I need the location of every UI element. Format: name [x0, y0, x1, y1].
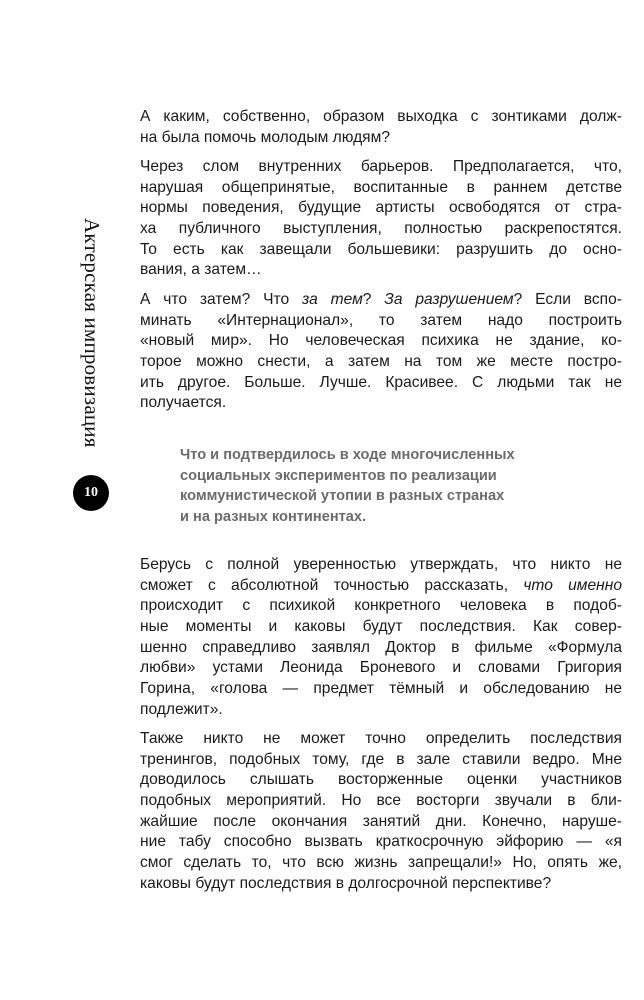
text-segment: нормы поведения, будущие артисты освободятся от стра-: [140, 199, 622, 217]
text-line: [140, 107, 622, 128]
text-segment: ? Если вспо-: [513, 291, 622, 308]
text-line: [140, 791, 622, 812]
text-segment: ить другое. Больше. Лучше. Красивее. С людьми так не: [140, 373, 622, 391]
text-segment: происходит с психикой конкретного человека в подоб-: [140, 597, 622, 615]
paragraph: [140, 555, 622, 721]
page-number-badge: 10: [73, 475, 109, 511]
text-segment: на была помочь молодым людям?: [140, 128, 391, 146]
text-segment: ха публичного выступления, полностью раскрепостятся.: [140, 220, 622, 238]
italic-text: За разрушением: [384, 291, 514, 308]
text-segment: Также никто не может точно определить последствия: [140, 730, 622, 747]
text-segment: Берусь с полной уверенностью утверждать, что никто не: [140, 556, 622, 573]
text-segment: сможет с абсолютной точностью рассказать,: [140, 576, 524, 594]
text-line: [140, 178, 622, 199]
text-line: [140, 311, 622, 332]
text-segment: смог сделать то, что всю жизнь запрещали!» Но, опять же,: [140, 854, 622, 872]
paragraph: [140, 729, 622, 895]
text-line: [140, 679, 622, 700]
italic-text: за тем: [302, 291, 363, 308]
text-line: [140, 832, 622, 853]
text-segment: шенно справедливо заявлял Доктор в фильме «Формула: [140, 638, 622, 656]
text-line: [140, 240, 622, 261]
text-line: [140, 393, 622, 414]
text-line: [140, 700, 622, 721]
text-line: [140, 638, 622, 659]
text-segment: А каким, собственно, образом выходка с зонтиками долж-: [140, 108, 622, 125]
text-line: [140, 198, 622, 219]
callout-quote: [180, 445, 580, 528]
paragraph: [140, 157, 622, 281]
text-segment: торое можно снести, а затем на том же месте постро-: [140, 353, 622, 371]
text-line: [140, 555, 622, 576]
text-line: [140, 219, 622, 240]
text-segment: нарушая общепринятые, воспитанные в раннем детстве: [140, 178, 622, 196]
text-line: [140, 874, 622, 895]
text-line: [140, 596, 622, 617]
text-segment: каковы будут последствия в долгосрочной перспективе?: [140, 874, 552, 892]
italic-text: что именно: [523, 576, 623, 594]
text-segment: ные моменты и каковы будут последствия. Как совер-: [140, 618, 622, 636]
paragraph: [140, 107, 622, 148]
text-segment: доводилось слышать восторженные оценки участников: [140, 771, 622, 789]
text-segment: подобных мероприятий. Но все восторги звучали в бли-: [140, 792, 622, 810]
text-line: [140, 128, 622, 149]
callout-line: и на разных континентах.: [180, 509, 367, 526]
text-segment: ние табу способно вызвать краткосрочную эйфорию — «я: [140, 833, 622, 851]
text-segment: тренингов, подобных тому, где в зале ставили ведро. Мне: [140, 750, 622, 768]
text-segment: любви» устами Леонида Броневого и словами Григория: [140, 659, 622, 677]
text-segment: жайшие после окончания занятий дни. Конечно, наруше-: [140, 812, 622, 830]
text-line: [140, 157, 622, 178]
text-segment: ?: [362, 291, 385, 308]
text-segment: То есть как завещали большевики: разрушить до осно-: [140, 240, 622, 258]
text-line: [140, 729, 622, 750]
paragraph: [140, 290, 622, 414]
callout-line: коммунистической утопии в разных странах: [180, 488, 505, 505]
text-line: [140, 373, 622, 394]
text-line: [140, 331, 622, 352]
text-line: [140, 260, 622, 281]
text-line: [140, 770, 622, 791]
text-segment: А что затем? Что: [140, 291, 303, 308]
text-line: [140, 812, 622, 833]
text-segment: подлежит».: [140, 700, 223, 718]
running-title: Актерская импровизация: [80, 218, 104, 448]
text-segment: вания, а затем…: [140, 261, 262, 279]
text-segment: «новый мир». Но человеческая психика не здание, ко-: [140, 332, 622, 350]
text-line: [140, 576, 622, 597]
callout-line: социальных экспериментов по реализации: [180, 467, 497, 484]
text-line: [140, 352, 622, 373]
text-line: [140, 853, 622, 874]
text-line: [140, 658, 622, 679]
text-line: [140, 617, 622, 638]
text-segment: получается.: [140, 394, 227, 412]
text-line: [140, 750, 622, 771]
text-segment: Горина, «голова — предмет тёмный и обследованию не: [140, 680, 622, 698]
text-segment: минать «Интернационал», то затем надо построить: [140, 311, 622, 329]
text-segment: Через слом внутренних барьеров. Предполагается, что,: [140, 158, 622, 175]
text-line: [140, 290, 622, 311]
callout-line: Что и подтвердилось в ходе многочисленных: [180, 447, 515, 463]
